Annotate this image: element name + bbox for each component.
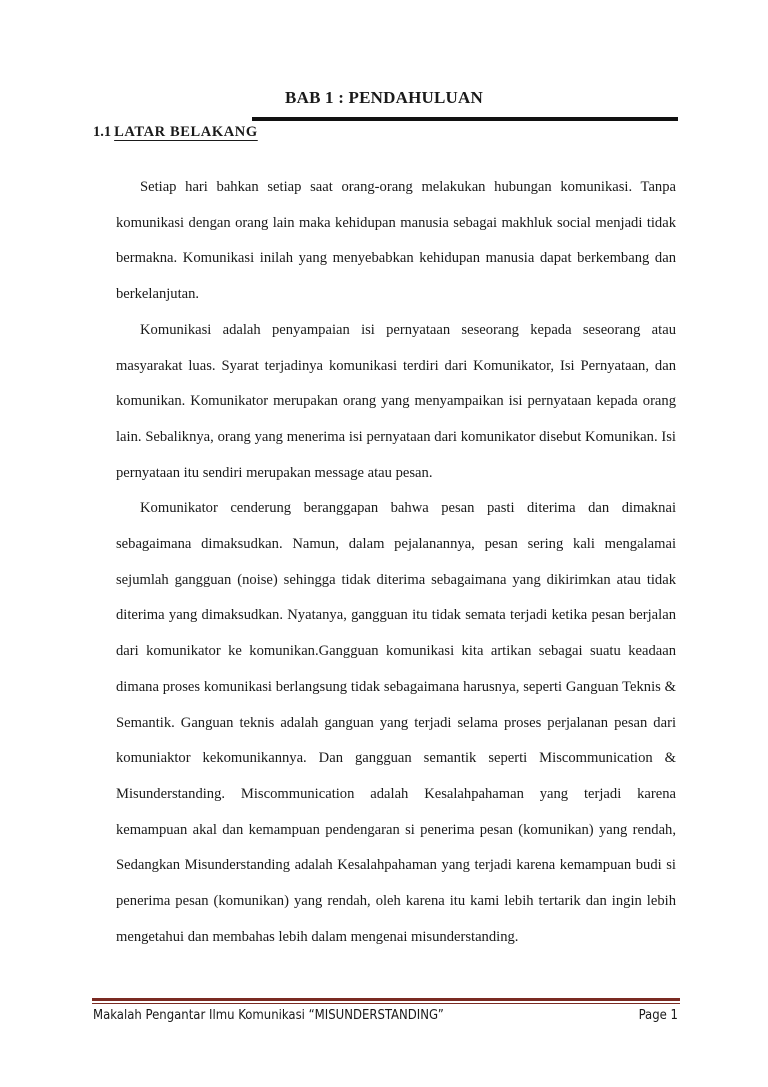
section-title: LATAR BELAKANG (114, 124, 258, 140)
title-underline-rule (252, 117, 678, 121)
footer-document-title: Makalah Pengantar Ilmu Komunikasi “MISUNDERSTANDING” (93, 1008, 444, 1023)
footer-rule-thin (92, 1003, 680, 1004)
paragraph: Komunikator cenderung beranggapan bahwa pesan pasti diterima dan dimaknai sebagaimana dimaksudkan. Namun, dalam pejalanannya, pesan sering kali mengalamai sejumlah gangguan (noise) sehingga tidak diterima sebagaimana yang dikirimkan atau tidak diterima yang dimaksudkan. Nyatanya, gangguan itu tidak semata terjadi ketika pesan berjalan dari komunikator ke komunikan.Gangguan komunikasi kita artikan sebagai suatu keadaan dimana proses komunikasi berlangsung tidak sebagaimana harusnya, seperti Ganguan Teknis & Semantik. Ganguan teknis adalah ganguan yang terjadi selama proses perjalanan pesan dari komuniaktor kekomunikannya. Dan gangguan semantik seperti Miscommunication & Misunderstanding. Miscommunication adalah Kesalahpahaman yang terjadi karena kemampuan akal dan kemampuan pendengaran si penerima pesan (komunikan) yang rendah, Sedangkan Misunderstanding adalah Kesalahpahaman yang terjadi karena kemampuan budi si penerima pesan (komunikan) yang rendah, oleh karena itu kami lebih tertarik dan ingin lebih mengetahui dan membahas lebih dalam mengenai misunderstanding. (116, 500, 676, 945)
paragraph: Komunikasi adalah penyampaian isi pernyataan seseorang kepada seseorang atau masyarakat luas. Syarat terjadinya komunikasi terdiri dari Komunikator, Isi Pernyataan, dan komunikan. Komunikator merupakan orang yang menyampaikan isi pernyataan kepada orang lain. Sebaliknya, orang yang menerima isi pernyataan dari komunikator disebut Komunikan. Isi pernyataan itu sendiri merupakan message atau pesan. (116, 321, 676, 481)
body-text (116, 170, 676, 955)
section-heading (93, 124, 258, 141)
paragraph: Setiap hari bahkan setiap saat orang-orang melakukan hubungan komunikasi. Tanpa komunikasi dengan orang lain maka kehidupan manusia sebagai makhluk social menjadi tidak bermakna. Komunikasi inilah yang menyebabkan kehidupan manusia dapat berkembang dan berkelanjutan. (116, 179, 676, 303)
footer-rule-thick (92, 998, 680, 1001)
chapter-title: BAB 1 : PENDAHULUAN (285, 88, 483, 107)
section-number: 1.1 (93, 124, 112, 140)
footer-page-number: Page 1 (638, 1008, 678, 1023)
